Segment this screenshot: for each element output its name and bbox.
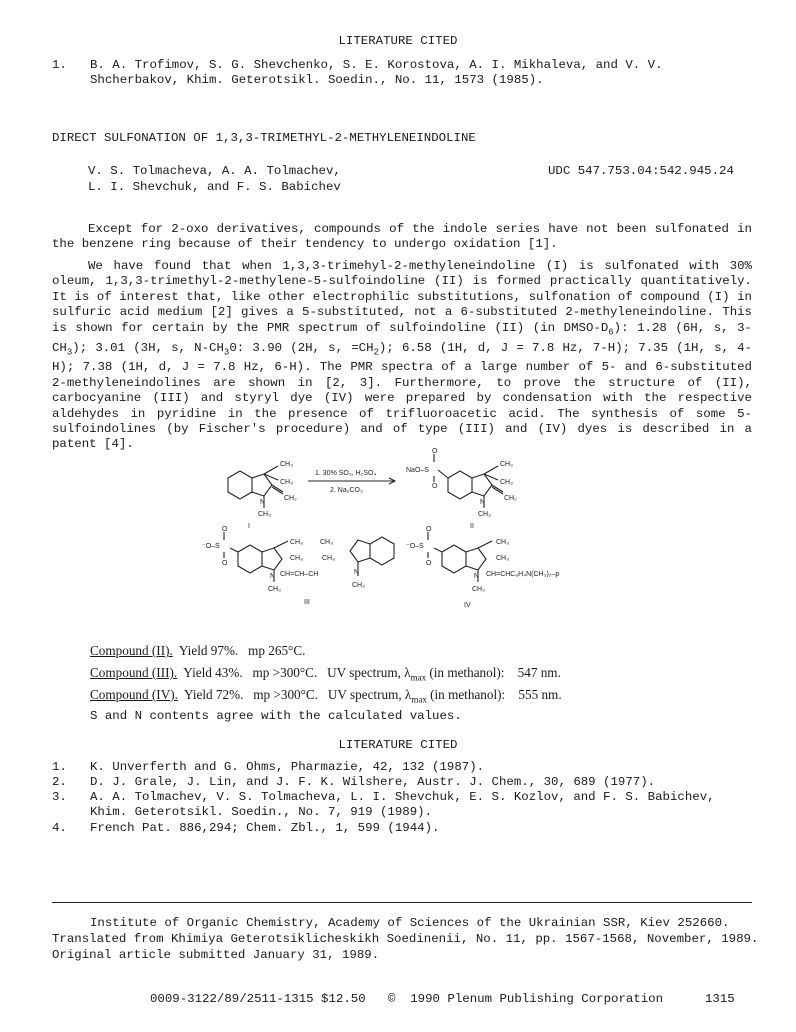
reaction-scheme	[180, 448, 620, 613]
ref-text: B. A. Trofimov, S. G. Shevchenko, S. E. Korostova, A. I. Mikhaleva, and V. V. Shcherbakov, Khim. Geterotsikl. Soedin., No. 11, 1573 (1985).	[90, 58, 663, 88]
compound-line: Compound (IV). Yield 72%. mp >300°C. UV spectrum, $\lambda_{max}$ (in methanol): 555 nm.	[90, 687, 562, 705]
ch3-label: CH₃	[472, 586, 485, 593]
authors-line-1: V. S. Tolmacheva, A. A. Tolmachev,	[88, 164, 341, 178]
ref-number: 2.	[52, 775, 67, 789]
footer-translation: Translated from Khimiya Geterotsiklicheskikh Soedinenii, No. 11, pp. 1567-1568, November, 1989.	[52, 932, 759, 946]
bridge-label: CH=CHC₆H₄N(CH₃)₂–p	[486, 571, 560, 578]
footer-divider	[52, 902, 752, 903]
paragraph-1: Except for 2-oxo derivatives, compounds of the indole series have not been sulfonated in the benzene ring because of their tendency to undergo oxidation [1].	[52, 222, 752, 252]
literature-heading-1: LITERATURE CITED	[338, 34, 458, 48]
o-label: O	[222, 560, 228, 567]
compound-line: Compound (II). Yield 97%. mp 265°C.	[90, 643, 306, 658]
compound-label: II	[470, 523, 474, 530]
analysis-note: S and N contents agree with the calculated values.	[90, 709, 462, 723]
ref-text: K. Unverferth and G. Ohms, Pharmazie, 42, 132 (1987).	[90, 760, 485, 774]
udc-code: UDC 547.753.04:542.945.24	[548, 164, 734, 178]
page-number: 1315	[705, 992, 735, 1006]
footer-institute: Institute of Organic Chemistry, Academy of Sciences of the Ukrainian SSR, Kiev 252660.	[90, 916, 730, 930]
authors-line-2: L. I. Shevchuk, and F. S. Babichev	[88, 180, 341, 194]
bridge-label: CH=CH–CH	[280, 571, 319, 578]
ch3-label: CH₃	[290, 555, 303, 562]
issn-line: 0009-3122/89/2511-1315 $12.50 © 1990 Plenum Publishing Corporation	[150, 992, 664, 1006]
ref-text: French Pat. 886,294; Chem. Zbl., 1, 599 (1944).	[90, 821, 440, 835]
so3na-label: NaO–S	[406, 467, 429, 474]
ch3-label: CH₃	[258, 511, 271, 518]
ch3-label: CH₃	[268, 586, 281, 593]
ch3-label: CH₃	[290, 539, 303, 546]
n-label: N	[480, 499, 486, 506]
paragraph-2: We have found that when 1,3,3-trimehyl-2-methyleneindoline (I) is sulfonated with 30% oleum, 1,3,3-trimethyl-2-methylene-5-sulfoindoline (II) is formed practically quantitatively. It is of interest that, like other electrophilic substitutions, sulfonation of compound (I) in sulfuric acid medium [2] gives a 5-substituted, not a 6-substituted 2-methyleneindoline. This is shown for certain by the PMR spectrum of sulfoindoline (II) (in DMSO-$D_6$): 1.28 (6H, s, $3-CH_3$); 3.01 (3H, s, $N-CH_30$: 3.90 (2H, s, $=CH_2$); 6.58 (1H, d, J = 7.8 Hz, 7-H); 7.35 (1H, s, 4-H); 7.38 (1H, d, J = 7.8 Hz, 6-H). The PMR spectra of a large number of 5- and 6-substituted 2-methyleneindolines are shown in [2, 3]. Furthermore, to prove the structure of (II), carbocyanine (III) and styryl dye (IV) were prepared by condensation with the respective aldehydes in pyridine in the presence of trifluoroacetic acid. The synthesis of some 5-sulfoindolines (by Fischer's procedure) and of type (III) and (IV) dyes is described in a patent [4].	[52, 259, 752, 452]
ch2-label: CH₂	[504, 495, 517, 502]
ch3-label: CH₃	[500, 479, 513, 486]
ref-number: 1.	[52, 58, 67, 72]
n-label: N	[260, 499, 266, 506]
ref-number: 1.	[52, 760, 67, 774]
ch3-label: CH₃	[280, 461, 293, 468]
ref-text: A. A. Tolmachev, V. S. Tolmacheva, L. I. Shevchuk, E. S. Kozlov, and F. S. Babichev, Khim. Geterotsikl. Soedin., No. 7, 919 (1989).	[90, 790, 715, 820]
compound-label: I	[248, 523, 250, 530]
n-label: N	[354, 569, 360, 576]
reagent-2: 2. Na₂CO₃	[330, 487, 363, 494]
compound-label: IV	[464, 602, 471, 609]
ch3-label: CH₃	[478, 511, 491, 518]
ch3-label: CH₃	[500, 461, 513, 468]
article-title: DIRECT SULFONATION OF 1,3,3-TRIMETHYL-2-METHYLENEINDOLINE	[52, 131, 476, 145]
sulfonate-label: ⁻O–S	[406, 543, 424, 550]
o-label: O	[432, 448, 438, 455]
ch2-label: CH₂	[284, 495, 297, 502]
literature-heading-2: LITERATURE CITED	[338, 738, 458, 752]
reagent-1: 1. 30% SO₃, H₂SO₄	[315, 470, 377, 477]
ch3-label: CH₃	[322, 555, 335, 562]
ref-number: 4.	[52, 821, 67, 835]
ch3-label: CH₃	[280, 479, 293, 486]
ref-number: 3.	[52, 790, 67, 804]
ch3-label: CH₃	[496, 555, 509, 562]
n-plus-label: N	[270, 573, 276, 580]
compound-line: Compound (III). Yield 43%. mp >300°C. UV spectrum, $\lambda_{max}$ (in methanol): 547 nm.	[90, 665, 561, 683]
compound-label: III	[304, 599, 310, 606]
n-plus-label: N	[474, 573, 480, 580]
o-label: O	[222, 526, 228, 533]
ch3-label: CH₃	[320, 539, 333, 546]
ref-text: D. J. Grale, J. Lin, and J. F. K. Wilshere, Austr. J. Chem., 30, 689 (1977).	[90, 775, 656, 789]
footer-submitted: Original article submitted January 31, 1989.	[52, 948, 380, 962]
sulfonate-label: ⁻O–S	[202, 543, 220, 550]
o-label: O	[426, 526, 432, 533]
o-label: O	[426, 560, 432, 567]
o-label: O	[432, 483, 438, 490]
ch3-label: CH₃	[352, 582, 365, 589]
ch3-label: CH₃	[496, 539, 509, 546]
